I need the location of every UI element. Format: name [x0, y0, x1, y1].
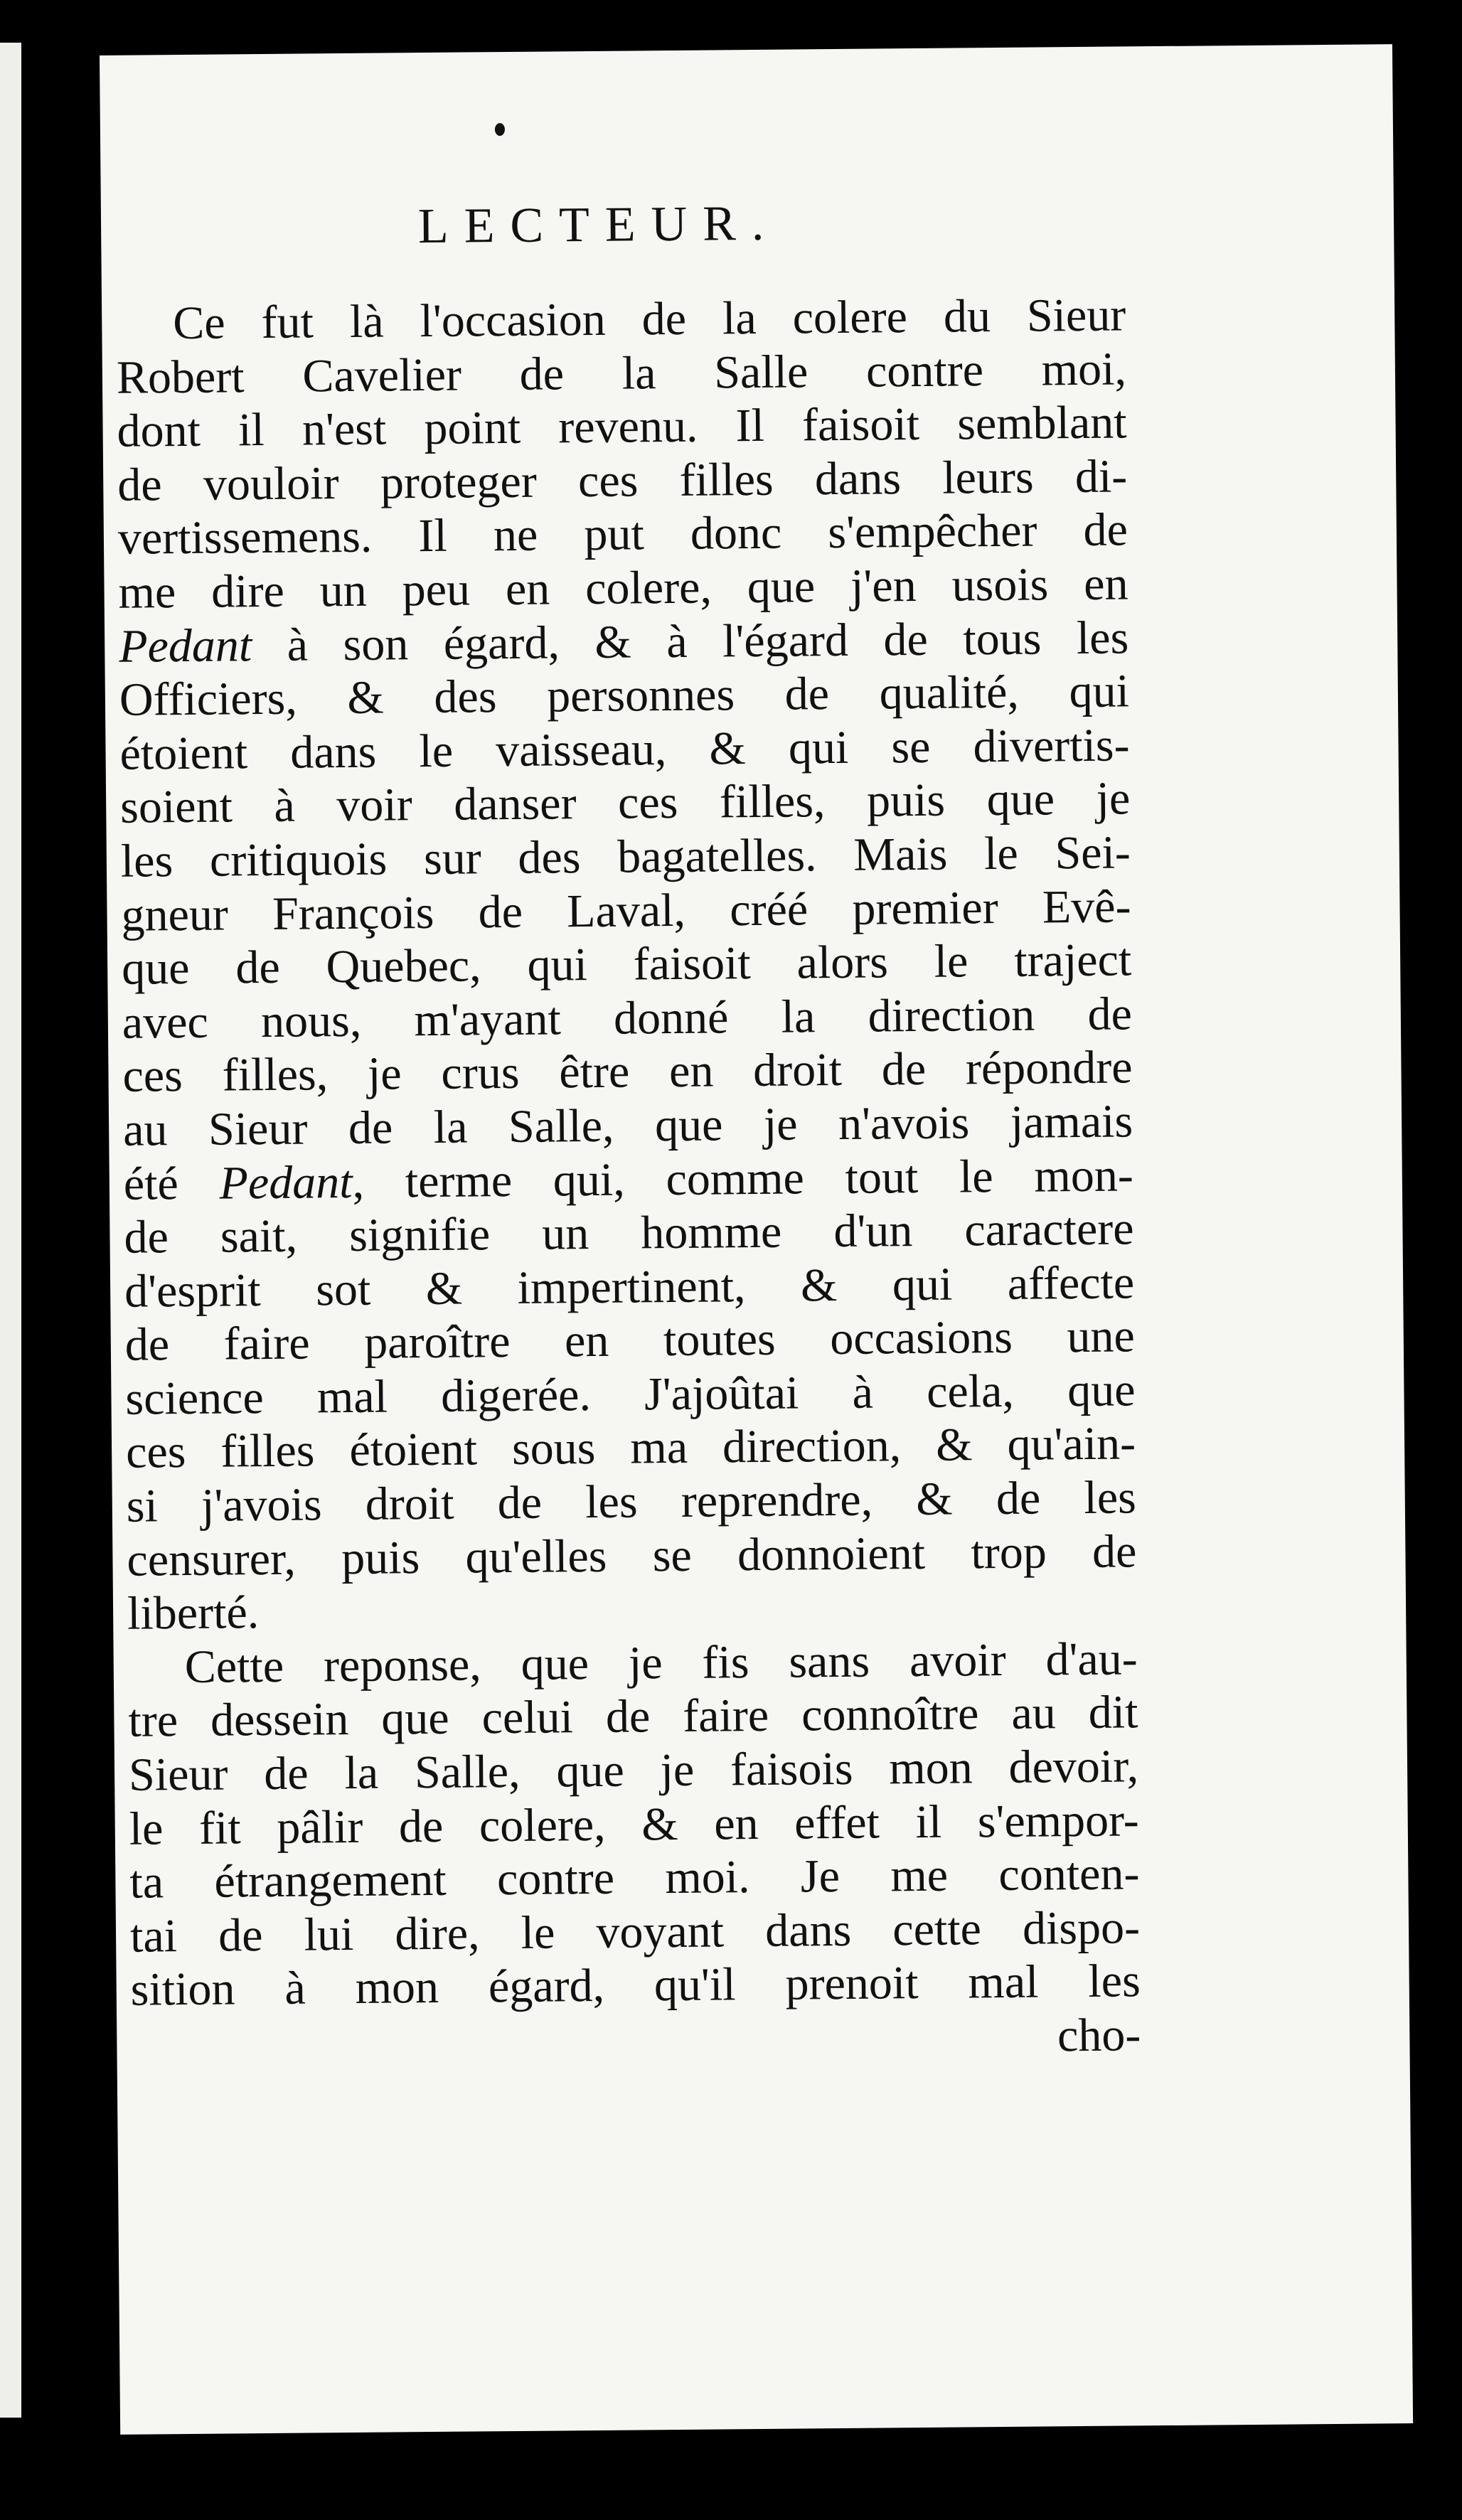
text-segment: Officiers, & des personnes de qualité, qui — [119, 665, 1130, 726]
text-line — [118, 557, 1128, 619]
text-segment: de vouloir proteger ces filles dans leurs di- — [117, 450, 1128, 511]
text-line — [124, 1202, 1134, 1264]
text-segment: ta étrangement contre moi. Je me conten- — [129, 1847, 1140, 1908]
text-segment: été — [123, 1157, 220, 1210]
text-line — [129, 1739, 1139, 1802]
text-segment: le fit pâlir de colere, & en effet il s'empor- — [129, 1793, 1140, 1855]
text-line — [125, 1310, 1136, 1372]
text-line — [130, 1955, 1141, 2017]
text-segment: gneur François de Laval, créé premier Evê- — [121, 880, 1131, 941]
text-line — [117, 342, 1127, 405]
text-segment: d'esprit sot & impertinent, & qui affecte — [124, 1256, 1135, 1318]
text-line — [129, 1793, 1139, 1856]
text-segment: étoient dans le vaisseau, & qui se divertis- — [119, 719, 1130, 780]
text-segment: me dire un peu en colere, que j'en usois en — [118, 557, 1128, 619]
text-segment: soient à voir danser ces filles, puis que je — [119, 772, 1131, 834]
text-segment: liberté. — [127, 1586, 260, 1640]
text-segment: que de Quebec, qui faisoit alors le traject — [121, 934, 1132, 995]
text-line — [119, 718, 1130, 781]
text-segment: Robert Cavelier de la Salle contre moi, — [116, 343, 1127, 404]
text-segment: de faire paroître en toutes occasions une — [124, 1310, 1136, 1372]
text-segment: si j'avois droit de les reprendre, & de les — [126, 1471, 1137, 1532]
text-line — [122, 934, 1132, 996]
text-line — [129, 1847, 1140, 1910]
text-segment: ces filles étoient sous ma direction, & qu'ain- — [125, 1417, 1136, 1479]
text-line — [123, 1094, 1133, 1157]
text-line — [122, 1041, 1133, 1104]
text-line — [121, 880, 1131, 942]
text-segment: au Sieur de la Salle, que je n'avois jamais — [122, 1095, 1133, 1156]
text-line — [127, 1579, 1138, 1641]
text-line — [118, 503, 1128, 566]
text-segment: ces filles, je crus être en droit de répondre — [122, 1041, 1133, 1103]
text-segment: , terme qui, comme tout le mon- — [352, 1148, 1134, 1208]
text-segment: vertissemens. Il ne put donc s'empêcher de — [117, 503, 1128, 565]
text-line — [127, 1525, 1137, 1587]
text-segment: Sieur de la Salle, que je faisois mon devoir, — [128, 1740, 1139, 1801]
text-segment: tre dessein que celui de faire connoître au dit — [128, 1686, 1138, 1748]
text-line — [122, 987, 1133, 1050]
text-line — [131, 2008, 1141, 2071]
text-segment: à son égard, & à l'égard de tous les — [251, 611, 1129, 671]
text-segment: censurer, puis qu'elles se donnoient trop de — [127, 1525, 1137, 1586]
text-segment: avec nous, m'ayant donné la direction de — [122, 988, 1133, 1049]
text-segment: Cette reponse, que je fis sans avoir d'au- — [184, 1633, 1138, 1693]
text-segment: sition à mon égard, qu'il prenoit mal les — [130, 1955, 1141, 2017]
running-head: LECTEUR. — [417, 196, 780, 255]
text-line — [127, 1632, 1138, 1694]
text-segment: Ce fut là l'occasion de la colere du Sieur — [172, 289, 1126, 350]
adjacent-page-edge — [0, 43, 21, 2418]
text-line — [119, 665, 1130, 727]
text-segment: tai de lui dire, le voyant dans cette dispo- — [129, 1901, 1141, 1963]
text-segment: science mal digerée. J'ajoûtai à cela, que — [125, 1364, 1136, 1425]
text-line — [128, 1686, 1138, 1748]
text-line — [124, 1148, 1134, 1211]
text-line — [119, 611, 1129, 673]
text-line — [124, 1256, 1135, 1318]
book-page — [100, 44, 1413, 2435]
body-text — [116, 288, 1141, 2071]
text-line — [126, 1417, 1136, 1480]
italic-word: Pedant — [118, 619, 252, 673]
text-segment: dont il n'est point revenu. Il faisoit semblant — [117, 396, 1127, 457]
text-line — [117, 449, 1128, 512]
text-line — [116, 288, 1126, 351]
text-segment: cho- — [1057, 2009, 1141, 2062]
italic-word: Pedant — [219, 1155, 353, 1210]
text-line — [117, 396, 1127, 459]
text-line — [120, 772, 1131, 835]
text-line — [126, 1470, 1136, 1533]
text-segment: les critiquois sur des bagatelles. Mais le Sei- — [120, 826, 1131, 887]
text-line — [121, 826, 1131, 888]
text-line — [125, 1363, 1136, 1426]
ink-dot — [495, 123, 505, 136]
text-line — [130, 1901, 1141, 1963]
text-segment: de sait, signifie un homme d'un caractere — [124, 1202, 1134, 1264]
